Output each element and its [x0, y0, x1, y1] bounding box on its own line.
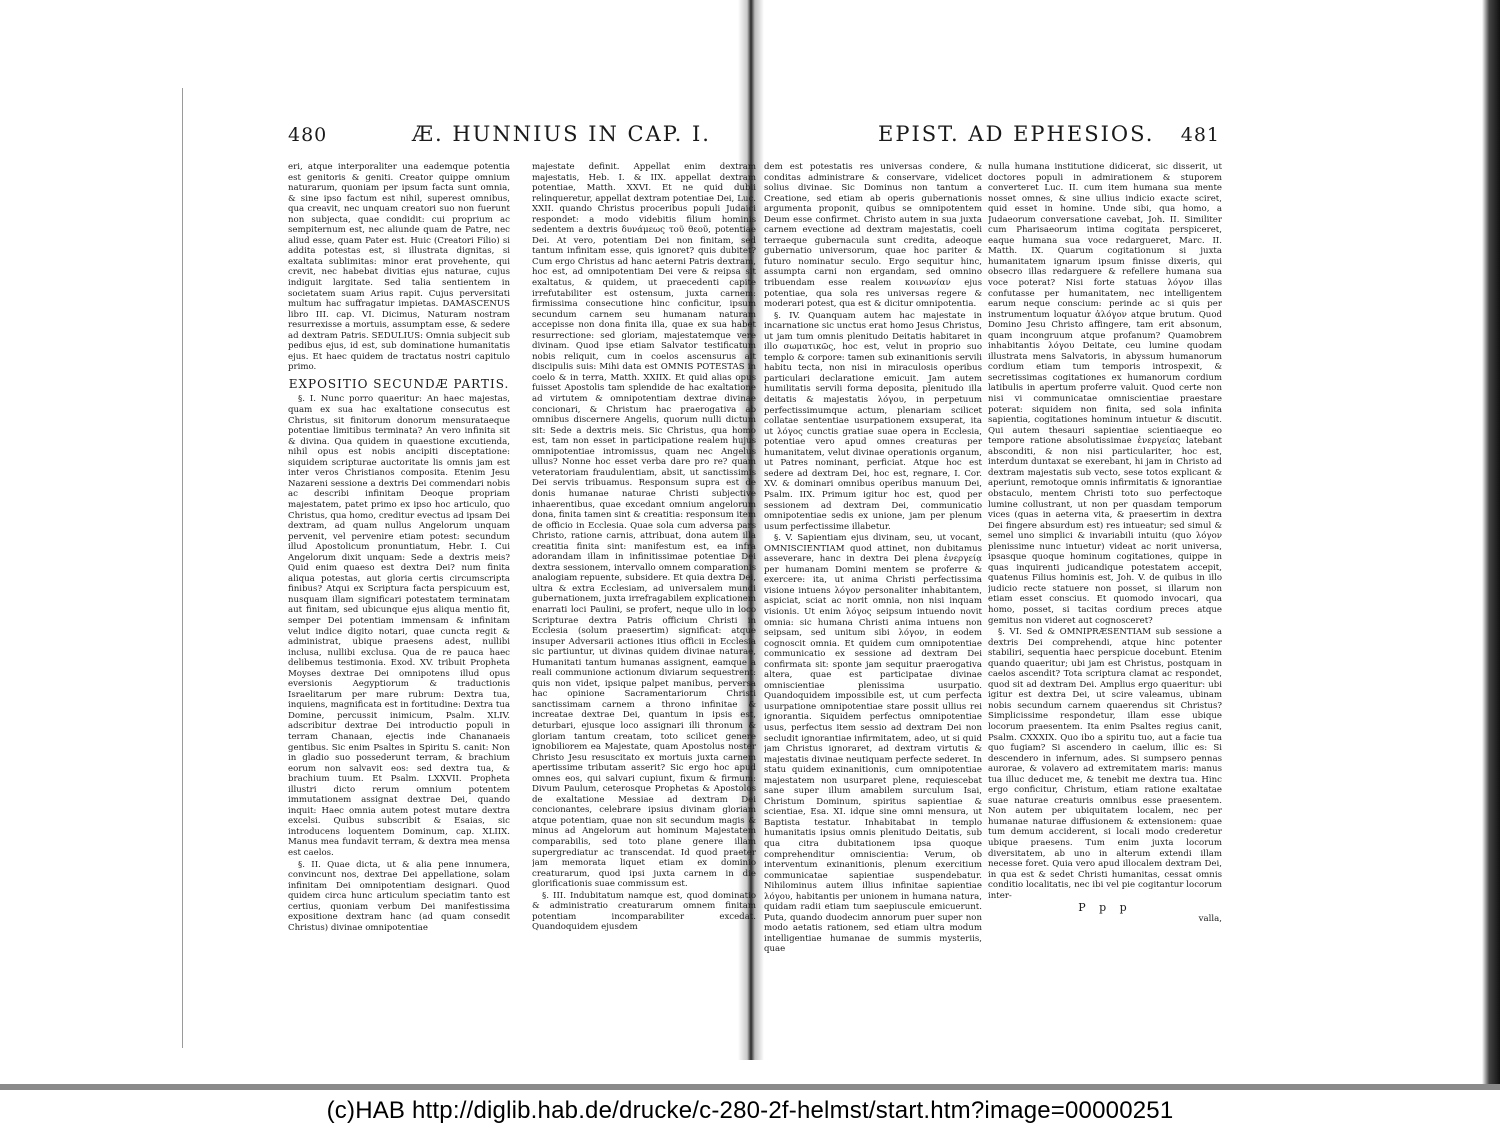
right-running-head: [764, 118, 1224, 158]
text-paragraph: eri, atque interporaliter una eademque potentia est genitoris & geniti. Creator quippe omnium naturarum, quoniam per ipsum facta sunt omnia, & sine ipso factum est nihil, superest omnibus, qua creavit, nec unquam creatori suo non fuerunt non subjecta, quae condidit: cui proprium ac sempiternum est, nec aliunde quam de Patre, nec aliud esse, quam Pater est. Huic (Creatori Filio) si addita potestas est, si illustrata dignitas, si exaltata sublimitas: minor erat provehente, qui crevit, nec habebat divitias ejus naturae, cujus indiguit largitate. Sed talia sentientem in societatem suam Arius rapit. Cujus perversitati multum hac suffragatur impietas. DAMASCENUS libro III. cap. VI. Dicimus, Naturam nostram resurrexisse a mortuis, assumptam esse, & sedere ad dextram Patris. SEDULIUS: Omnia subjecit sub pedibus ejus, id est, sub dominatione humanitatis ejus. Et haec quidem de tractatus nostri capitulo primo.: [288, 162, 510, 373]
signature-mark: P p p: [1078, 901, 1132, 915]
credit-footer: [0, 1090, 1500, 1131]
left-running-title: Æ. HUNNIUS IN CAP. I.: [412, 122, 711, 146]
text-paragraph: dem est potestatis res universas condere, & conditas administrare & conservare, videlicet solius divinae. Sic Dominus non tantum a Creatione, sed etiam ab operis gubernationis argumenta proponit, quibus se omnipotentem Deum esse confirmet. Christo autem in sua juxta carnem evectione ad dextram majestatis, coeli terraeque gubernacula sunt credita, adeoque gubernatio universorum, quae hoc pariter & futuro nominatur seculo. Ergo sequitur hinc, assumpta carni non ergandam, sed omnino tribuendam esse realem κοινωνίαν ejus potentiae, qua sola res universas regere & moderari potest, qua est & dicitur omnipotentia.: [764, 162, 982, 310]
right-running-title: EPIST. AD EPHESIOS.: [878, 122, 1155, 146]
left-column-1: [288, 162, 510, 934]
right-page-number: 481: [1180, 124, 1220, 146]
text-paragraph: §. IV. Quanquam autem hac majestate in incarnatione sic unctus erat homo Jesus Christus, ut jam tum omnis plenitudo Deitatis habitaret in illo σωματικῶς, hoc est, velut in proprio suo templo & corpore: tamen sub exinanitionis servili habitu tecta, non nisi in miraculosis operibus particulari declaratione emicuit. Jam autem humilitatis servili forma deposita, plenitudo illa deitatis & majestatis λόγου, in perpetuum perfectissimumque actum, plenariam scilicet collatae sententiae usurpationem exsuperat, ita ut λόγος cunctis gratiae suae opera in Ecclesia, potentiae vero apud omnes creaturas per humanitatem, velut divinae operationis organum, ut Patres nominant, perficiat. Atque hoc est sedere ad dextram Dei, hoc est, regnare, I. Cor. XV. & dominari omnibus operibus manuum Dei, Psalm. IIX. Primum igitur hoc est, quod per sessionem ad dextram Dei, communicatio omnipotentiae sedis ex unione, jam per plenum usum perfectissime illabetur.: [764, 310, 982, 532]
page-edge-right: [1482, 0, 1500, 1090]
text-paragraph: §. I. Nunc porro quaeritur: An haec majestas, quam ex sua hac exaltatione consecutus est Christus, sit finitorum donorum mensurataeque potentiae limitibus terminata? An vero infinita sit & divina. Qua quidem in quaestione excutienda, nihil opus est nobis ancipiti disceptatione: siquidem scripturae auctoritate lis omnis jam est inter veros Christianos composita. Etenim Jesu Nazareni sessione a dextris Dei commendari nobis ac describi infinitam Deoque propriam majestatem, patet primo ex ipso hoc articulo, quo Christus, qua homo, creditur evectus ad ipsam Dei dextram, ad quam nullus Angelorum unquam pervenit, vel pervenire etiam potest: secundum illud Apostolicum pronuntiatum, Hebr. I. Cui Angelorum dixit unquam: Sede a dextris meis? Quid enim quaeso est dextra Dei? num finita aliqua potestas, aut gloria certis circumscripta finibus? Atqui ex Scriptura facta perspicuum est, nusquam illam significari potestatem terminatam aut finitam, sed ubicunque ejus aliqua mentio fit, semper Dei potentiam immensam & infinitam velut indice digito notari, quae cuncta regit & administrat, ubique praesens adest, nullibi inclusa, nullibi exclusa. Qua de re pauca haec delibemus testimonia. Exod. XV. tribuit Propheta Moyses dextrae Dei omnipotens illud opus eversionis Aegyptiorum & traductionis Israelitarum per mare rubrum: Dextra tua, inquiens, magnificata est in fortitudine: Dextra tua Domine, percussit inimicum, Psalm. XLIV. adscribitur dextrae Dei introductio populi in terram Chanaan, ejectis inde Chananaeis gentibus. Sic enim Psaltes in Spiritu S. canit: Non in gladio suo possederunt terram, & brachium eorum non salvavit eos: sed dextra tua, & brachium tuum. Et Psalm. LXXVII. Propheta illustri dicto rerum omnium potentem immutationem assignat dextrae Dei, quando inquit: Haec omnia autem potest mutare dextra excelsi. Quibus subscribit & Esaias, sic introducens loquentem Dominum, cap. XLIIX. Manus mea fundavit terram, & dextra mea mensa est caelos.: [288, 394, 510, 858]
credit-text: (c)HAB http://diglib.hab.de/drucke/c-280-2f-helmst/start.htm?image=00000251: [326, 1096, 1174, 1124]
text-paragraph: majestate definit. Appellat enim dextram majestatis, Heb. I. & IIX. appellat dextram potentiae, Matth. XXVI. Et ne quid dubii relinqueretur, appellat dextram potentiae Dei, Luc. XXII. quando Christus proceribus populi Judaici respondet: a modo videbitis filium hominis sedentem a dextris δυνάμεως τοῦ θεοῦ, potentiae Dei. At vero, potentiam Dei non finitam, sed tantum infinitam esse, quis ignoret? quis dubitet? Cum ergo Christus ad hanc aeterni Patris dextram, hoc est, ad omnipotentiam Dei vere & reipsa sit exaltatus, & quidem, ut praecedenti capite irrefutabiliter est ostensum, juxta carnem: firmissima consecutione hinc conficitur, ipsum secundum carnem seu humanam naturam accepisse non dona finita illa, quae ex sua habet resurrectione: sed gloriam, majestatemque vere divinam. Quod ipse etiam Salvator testificatum nobis reliquit, cum in coelos ascensurus ait discipulis suis: Mihi data est OMNIS POTESTAS in coelo & in terra, Matth. XXIIX. Et quid alias opus fuisset Apostolis tam splendide de hac exaltatione ad virtutem & omnipotentiam dextrae divinae concionari, & Christum hac praerogativa ab omnibus discernere Angelis, quorum nulli dictum sit: Sede a dextris meis. Sic Christus, qua homo est, tam non esset in participatione realem hujus omnipotentiae intromissus, quam nec Angelus ullus? Nonne hoc esset verba dare pro re? quam veteratoriam fraudulentiam, absit, ut sanctissimis Dei servis tribuamus. Responsum supra est de donis humanae naturae Christi subjective inhaerentibus, quae excedant omnium angelorum dona, finita tamen sint & creatitia: responsum item de officio in Ecclesia. Quae sola cum adversa pars Christo, ratione carnis, attribuat, dona autem illa creatitia finita sint: manifestum est, ea infra adorandam illam in infinitissimae potentiae Dei dextra sessionem, intervallo omnem comparationis analogiam repuente, subsidere. Et quia dextra Dei, ultra & extra Ecclesiam, ad universalem mundi gubernationem, juxta irrefragabilem explicationem enarrati loci Paulini, se profert, neque ullo in loco Scripturae dextra Patris officium Christi in Ecclesia (solum praesertim) significat: atque insuper Adversarii actiones itius officii in Ecclesia sic partiuntur, ut divinas quidem divinae naturae, Humanitati tantum humanas assignent, eamque a reali communione actionum diviarum sequestrent: quis non videt, ipsique palpet manibus, perversa hac opinione Sacramentariorum Christi sanctissimam carnem a throno infinitae & increatae dextrae Dei, quantum in ipsis est, deturbari, ejusque loco assignari illi thronum & gloriam tantum creatam, toto scilicet genere ignobiliorem ea Majestate, quam Apostolus noster Christo Jesu resuscitato ex mortuis juxta carnem apertissime tributam asserit? Sic ergo hoc apud omnes eos, qui salvari cupiunt, fixum & firmum: Divum Paulum, ceterosque Prophetas & Apostolos de exaltatione Messiae ad dextram Dei concionantes, celebrare ipsius divinam gloriam atque potentiam, quae non sit secundum magis & minus ad Angelorum aut hominum Majestatem comparabilis, sed toto plane genere illam supergrediatur ac transcendat. Id quod praeter jam memorata liquet etiam ex dominio creaturarum, quod ipsi juxta carnem in die glorificationis suae commissum est.: [532, 162, 756, 890]
text-paragraph: §. V. Sapientiam ejus divinam, seu, ut vocant, OMNISCIENTIAM quod attinet, non dubitamus asseverare, hanc in dextra Dei plena ἐνεργείᾳ per humanam Domini mentem se proferre & exercere: ita, ut anima Christi perfectissima visione intuens λόγον personaliter inhabitantem, aspiciat, sciat ac norit omnia, non nisi inquam visionis. Ut enim λόγος seipsum intuendo novit omnia: sic humana Christi anima intuens non seipsam, sed unitum sibi λόγον, in eodem cognoscit omnia. Et quidem cum omnipotentiae communicatio ex sessione ad dextram Dei confirmata sit: sponte jam sequitur praerogativa altera, quae est participatae divinae omniscientiae plenissima usurpatio. Quandoquidem impossibile est, ut cum perfecta usurpatione omnipotentiae stare possit ullius rei ignorantia. Siquidem perfectus omnipotentiae usus, perfectus item sessio ad dextram Dei non secludit ignorantiae infirmitatem, adeo, ut si quid jam Christus ignoraret, ad dextram virtutis & majestatis divinae neutiquam perfecte sederet. In statu quidem exinanitionis, cum omnipotentiae majestatem non usurparet plene, requiescebat sane super illum amabilem surculum Isai, Christum Dominum, spiritus sapientiae & scientiae, Esa. XI. idque sine omni mensura, ut Baptista testatur. Inhabitabat in templo humanitatis ipsius omnis plenitudo Deitatis, sub qua citra dubitationem ipsa quoque comprehenditur omniscientia: Verum, ob interventum exinanitionis, plenum exercitium communicatae sapientiae suspendebatur. Nihilominus autem illius infinitae sapientiae λόγου, habitantis per unionem in humana natura, quidam radii etiam tum saepiuscule emicuerunt. Puta, quando duodecim annorum puer super non modo aetatis rationem, sed etiam ultra modum intelligentiae humanae de summis mysteriis, quae: [764, 533, 982, 955]
left-page-number: 480: [288, 124, 328, 146]
text-paragraph: §. VI. Sed & OMNIPRÆSENTIAM sub sessione a dextris Dei comprehendi, atque hinc potenter stabiliri, sequentia haec perspicue docebunt. Etenim quando quaeritur; ubi jam est Christus, postquam in caelos ascendit? Tota scriptura clamat ac respondet, quod sit ad dextram Dei. Amplius ergo quaeritur: ubi igitur est dextra Dei, ut scire valeamus, ubinam nobis secundum carnem quaerendus sit Christus? Simplicissime respondetur, illam esse ubique locorum praesentem. Ita enim Psaltes regius canit, Psalm. CXXXIX. Quo ibo a spiritu tuo, aut a facie tua quo fugiam? Si ascendero in caelum, illic es: Si descendero in infernum, ades. Si sumpsero pennas aurorae, & volavero ad extremitatem maris: manus tua illuc deducet me, & tenebit me dextra tua. Hinc ergo conficitur, Christum, etiam ratione exaltatae suae naturae creaturis omnibus esse praesentem. Non autem per ubiquitatem localem, nec per humanae naturae diffusionem & extensionem: quae tum demum acciderent, si locali modo crederetur ubique praesens. Tum enim juxta locorum diversitatem, ab uno in alterum extendi illam necesse foret. Quia vero apud illocalem dextram Dei, in qua est & sedet Christi humanitas, cessat omnis conditio localitatis, nec ibi vel pie cogitantur locorum inter-: [988, 627, 1222, 901]
page-edge-left: [182, 88, 183, 1048]
right-column-1: [764, 162, 982, 956]
left-running-head: [272, 118, 738, 158]
right-column-2: [988, 162, 1222, 924]
text-paragraph: §. III. Indubitatum namque est, quod dominatio & administratio creaturarum omnem finitam potentiam incomparabiliter excedat. Quandoquidem ejusdem: [532, 890, 756, 933]
left-column-2: [532, 162, 756, 934]
text-paragraph: nulla humana institutione didicerat, sic disserit, ut doctores populi in admirationem & stuporem converteret Luc. II. cum item humana sua mente nosset omnes, & sine ullius indicio exacte sciret, quid esset in homine. Unde sibi, qua homo, a Judaeorum conversatione cavebat, Joh. II. Similiter cum Pharisaeorum intima cogitata perspiceret, eaque humana sua voce redargueret, Marc. II. Matth. IX. Quarum cogitationum si juxta humanitatem ignarum ipsum finisse dixeris, qui obsecro illas redarguere & refellere humana sua voce poterat? Nisi forte statuas λόγον illas confutasse per humanitatem, nec intelligentem earum neque conscium: perinde ac si quis per instrumentum loquatur ἀλόγον atque brutum. Quod Domino Jesu Christo affingere, tam erit absonum, quam incongruum atque profanum? Quamobrem inhabitantis λόγου Deitate, ceu lumine quodam illustrata mens Salvatoris, in abyssum humanorum cordium etiam tum temporis introspexit, & secretissimas cogitationes ex humanorum cordium latibulis in apertum proferre valuit. Quod certe non nisi vi communicatae omniscientiae praestare poterat: siquidem non finita, sed sola infinita sapientia, cogitationes hominum intuetur & discutit. Qui autem thesauri sapientiae scientiaeque eo tempore ratione absolutissimae ἐνεργείας latebant absconditi, & non nisi particulariter, hoc est, interdum duntaxat se exerebant, hi jam in Christo ad dextram majestatis sub vecto, sese totos explicant & aperiunt, remotoque omnis infirmitatis & ignorantiae obstaculo, mentem Christi toto suo perfectoque lumine collustrant, ut non per quasdam temporum vices (quas in aeterna vita, & praesertim in dextra Dei fingere absurdum est) res intueatur; sed simul & semel uno simplici & invariabili intuitu (quo λόγον plenissime nunc intuetur) videat ac norit universa, ipsasque quoque hominum cogitationes, quippe in quas inquirenti judicandique potestatem accepit, quatenus Filius hominis est, Joh. V. de quibus in illo judicio recte statuere non posset, si illarum non etiam esset conscius. Et quomodo invocari, qua homo, posset, si tacitas cordium preces atque gemitus non videret aut cognosceret?: [988, 162, 1222, 626]
section-heading: EXPOSITIO SECUNDÆ PARTIS.: [288, 376, 510, 391]
catchword: valla,: [1198, 913, 1222, 924]
text-paragraph: §. II. Quae dicta, ut & alia pene innumera, convincunt nos, dextrae Dei appellatione, solam infinitam Dei omnipotentiam designari. Quod quidem circa hunc articulum speciatim tanto est certius, quoniam verbum Dei manifestissima expositione dextram hanc (ad quam consedit Christus) divinae omnipotentiae: [288, 859, 510, 933]
